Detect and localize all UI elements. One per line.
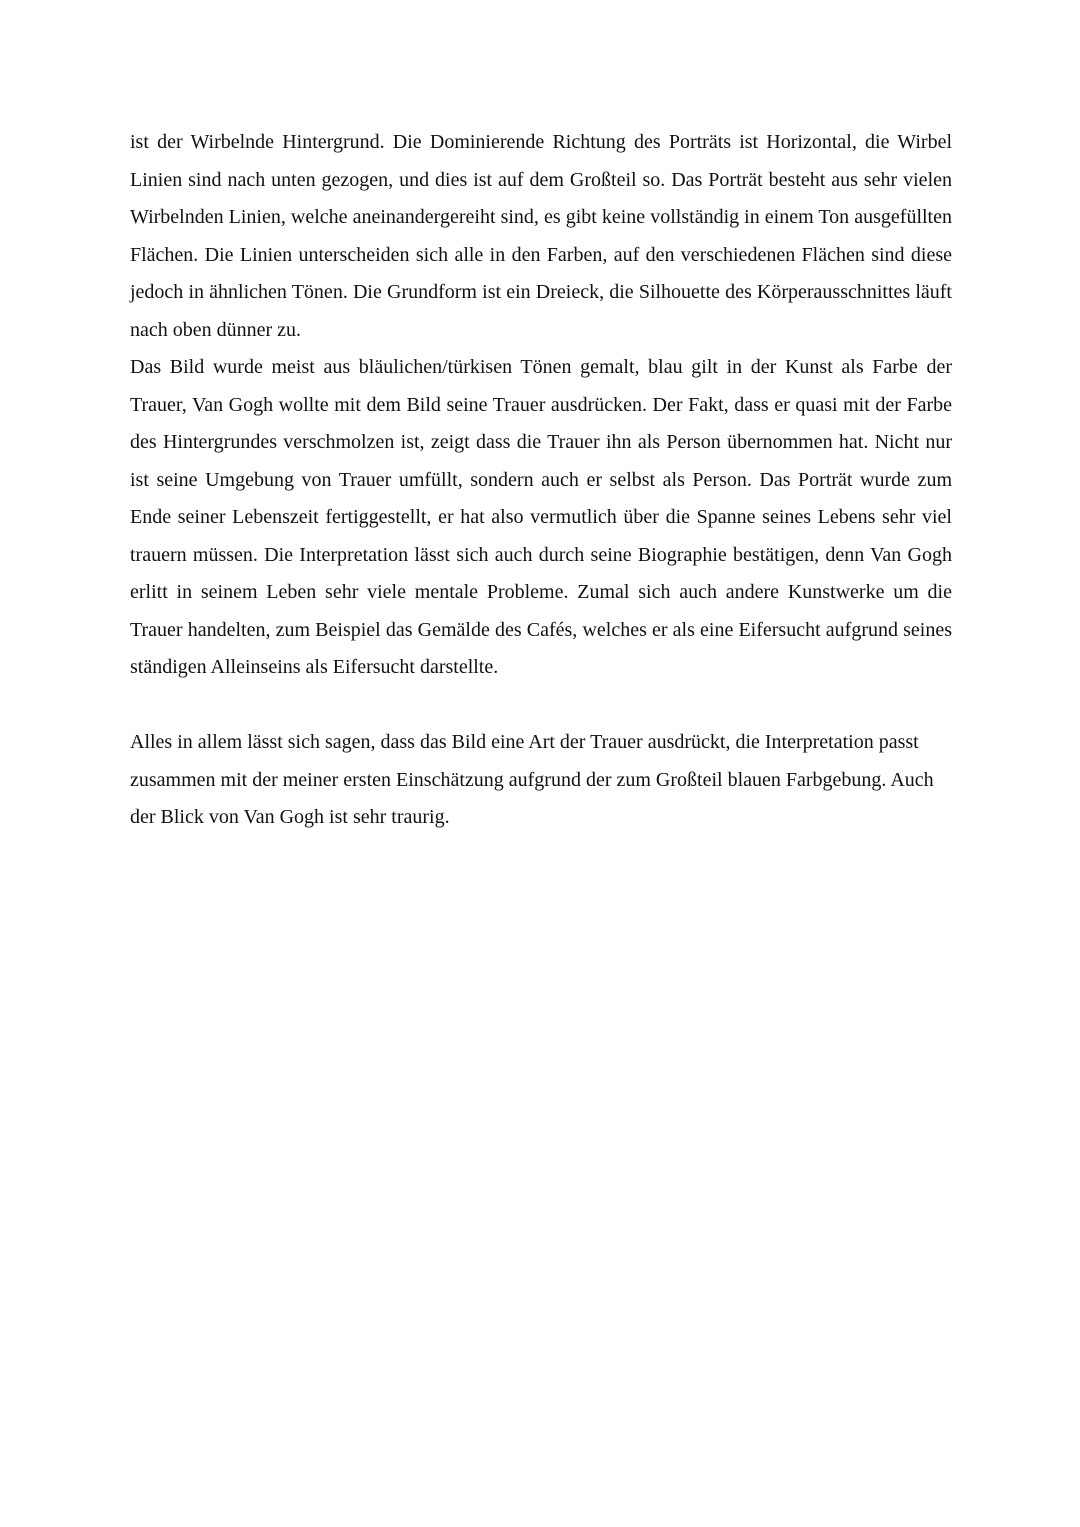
paragraph-conclusion: Alles in allem lässt sich sagen, dass das Bild eine Art der Trauer ausdrückt, die Interpretation passt zusammen mit der meiner ersten Einschätzung aufgrund der zum Großteil blauen Farbgebung. Auch der Blick von Van Gogh ist sehr traurig. <box>130 731 934 828</box>
paragraph-form-analysis: ist der Wirbelnde Hintergrund. Die Dominierende Richtung des Porträts ist Horizontal, die Wirbel Linien sind nach unten gezogen, und dies ist auf dem Großteil so. Das Porträt besteht aus sehr vielen Wirbelnden Linien, welche aneinandergereiht sind, es gibt keine vollständig in einem Ton ausgefüllten Flächen. Die Linien unterscheiden sich alle in den Farben, auf den verschiedenen Flächen sind diese jedoch in ähnlichen Tönen. Die Grundform ist ein Dreieck, die Silhouette des Körperausschnittes läuft nach oben dünner zu. <box>130 131 952 341</box>
document-body <box>130 124 952 837</box>
paragraph-spacer <box>130 687 952 725</box>
paragraph-color-interpretation: Das Bild wurde meist aus bläulichen/türkisen Tönen gemalt, blau gilt in der Kunst als Farbe der Trauer, Van Gogh wollte mit dem Bild seine Trauer ausdrücken. Der Fakt, dass er quasi mit der Farbe des Hintergrundes verschmolzen ist, zeigt dass die Trauer ihn als Person übernommen hat. Nicht nur ist seine Umgebung von Trauer umfüllt, sondern auch er selbst als Person. Das Porträt wurde zum Ende seiner Lebenszeit fertiggestellt, er hat also vermutlich über die Spanne seines Lebens sehr viel trauern müssen. Die Interpretation lässt sich auch durch seine Biographie bestätigen, denn Van Gogh erlitt in seinem Leben sehr viele mentale Probleme. Zumal sich auch andere Kunstwerke um die Trauer handelten, zum Beispiel das Gemälde des Cafés, welches er als eine Eifersucht aufgrund seines ständigen Alleinseins als Eifersucht darstellte. <box>130 356 952 678</box>
